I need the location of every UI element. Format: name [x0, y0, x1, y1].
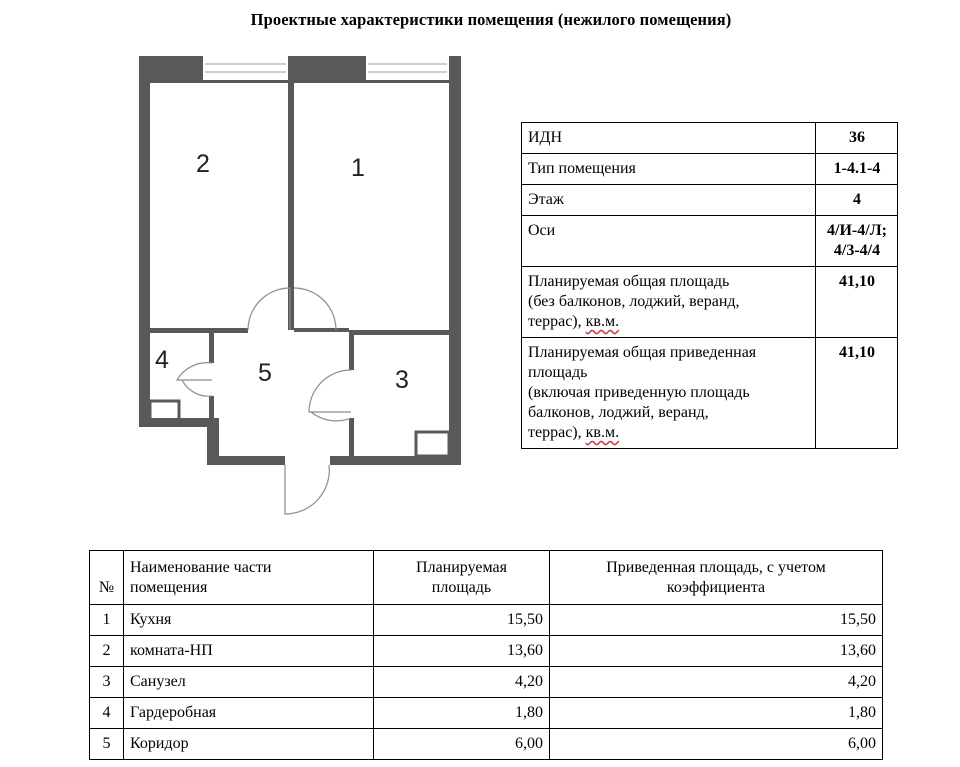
row-area: 4,20: [374, 667, 550, 698]
row-area: 6,00: [374, 729, 550, 760]
room-number-4: 4: [155, 346, 169, 374]
row-no: 3: [90, 667, 124, 698]
plan-fixtures: [150, 401, 449, 456]
room-number-5: 5: [258, 359, 272, 387]
info-value: 41,10: [816, 267, 898, 338]
total-area-line-2: (без балконов, лоджий, веранд,: [528, 293, 740, 310]
info-key: [522, 267, 816, 338]
info-key: [522, 338, 816, 449]
plan-walls: [139, 56, 461, 465]
row-name: комната-НП: [124, 636, 374, 667]
info-key: ИДН: [522, 123, 816, 154]
reduced-area-line-3: (включая приведенную площадь: [528, 384, 750, 401]
page-title: Проектные характеристики помещения (нежилого помещения): [250, 10, 732, 29]
header-reduced-line-1: Приведенная площадь, с учетом: [606, 559, 826, 576]
info-row-idn: [522, 123, 898, 154]
table-row: [90, 729, 883, 760]
reduced-area-line-2: площадь: [528, 364, 588, 381]
row-reduced: 4,20: [550, 667, 883, 698]
header-reduced: [550, 551, 883, 605]
info-row-total-area: [522, 267, 898, 338]
premises-info-table: [521, 122, 898, 449]
header-name-line-1: Наименование части: [130, 559, 272, 576]
room-number-3: 3: [395, 366, 409, 394]
row-reduced: 6,00: [550, 729, 883, 760]
row-area: 13,60: [374, 636, 550, 667]
row-name: Кухня: [124, 605, 374, 636]
row-no: 4: [90, 698, 124, 729]
row-no: 5: [90, 729, 124, 760]
row-name: Коридор: [124, 729, 374, 760]
row-name: Санузел: [124, 667, 374, 698]
info-value: 4: [816, 185, 898, 216]
info-value: 36: [816, 123, 898, 154]
header-area-line-2: площадь: [431, 579, 492, 596]
row-reduced: 13,60: [550, 636, 883, 667]
axes-line-2: 4/3-4/4: [833, 242, 881, 259]
header-name: [124, 551, 374, 605]
info-row-type: [522, 154, 898, 185]
row-no: 2: [90, 636, 124, 667]
header-area-line-1: Планируемая: [416, 559, 507, 576]
info-value: 1-4.1-4: [816, 154, 898, 185]
row-area: 15,50: [374, 605, 550, 636]
total-area-unit: кв.м.: [585, 313, 620, 330]
reduced-area-line-4: балконов, лоджий, веранд,: [528, 404, 709, 421]
table-row: [90, 636, 883, 667]
parts-table: [89, 550, 883, 760]
reduced-area-line-1: Планируемая общая приведенная: [528, 344, 757, 361]
info-value: 41,10: [816, 338, 898, 449]
row-name: Гардеробная: [124, 698, 374, 729]
reduced-area-line-5: [528, 423, 810, 443]
reduced-area-unit: кв.м.: [585, 424, 620, 441]
floor-plan: [0, 0, 480, 530]
info-key: Этаж: [522, 185, 816, 216]
info-row-reduced-area: [522, 338, 898, 449]
table-row: [90, 605, 883, 636]
room-number-2: 2: [196, 150, 210, 178]
info-row-axes: [522, 216, 898, 267]
table-row: [90, 667, 883, 698]
header-name-line-2: помещения: [130, 579, 208, 596]
parts-header-row: [90, 551, 883, 605]
header-reduced-line-2: коэффициента: [666, 579, 766, 596]
row-area: 1,80: [374, 698, 550, 729]
total-area-line-3: [528, 312, 810, 332]
room-number-1: 1: [351, 154, 365, 182]
header-area: [374, 551, 550, 605]
info-row-floor: [522, 185, 898, 216]
header-no: №: [90, 551, 124, 605]
row-reduced: 15,50: [550, 605, 883, 636]
reduced-area-line-5-pre: террас),: [528, 424, 586, 441]
info-value: [816, 216, 898, 267]
info-key: Оси: [522, 216, 816, 267]
plan-doors: [177, 288, 351, 514]
table-row: [90, 698, 883, 729]
row-no: 1: [90, 605, 124, 636]
info-key: Тип помещения: [522, 154, 816, 185]
total-area-line-3-pre: террас),: [528, 313, 586, 330]
axes-line-1: 4/И-4/Л;: [827, 222, 887, 239]
row-reduced: 1,80: [550, 698, 883, 729]
total-area-line-1: Планируемая общая площадь: [528, 273, 730, 290]
